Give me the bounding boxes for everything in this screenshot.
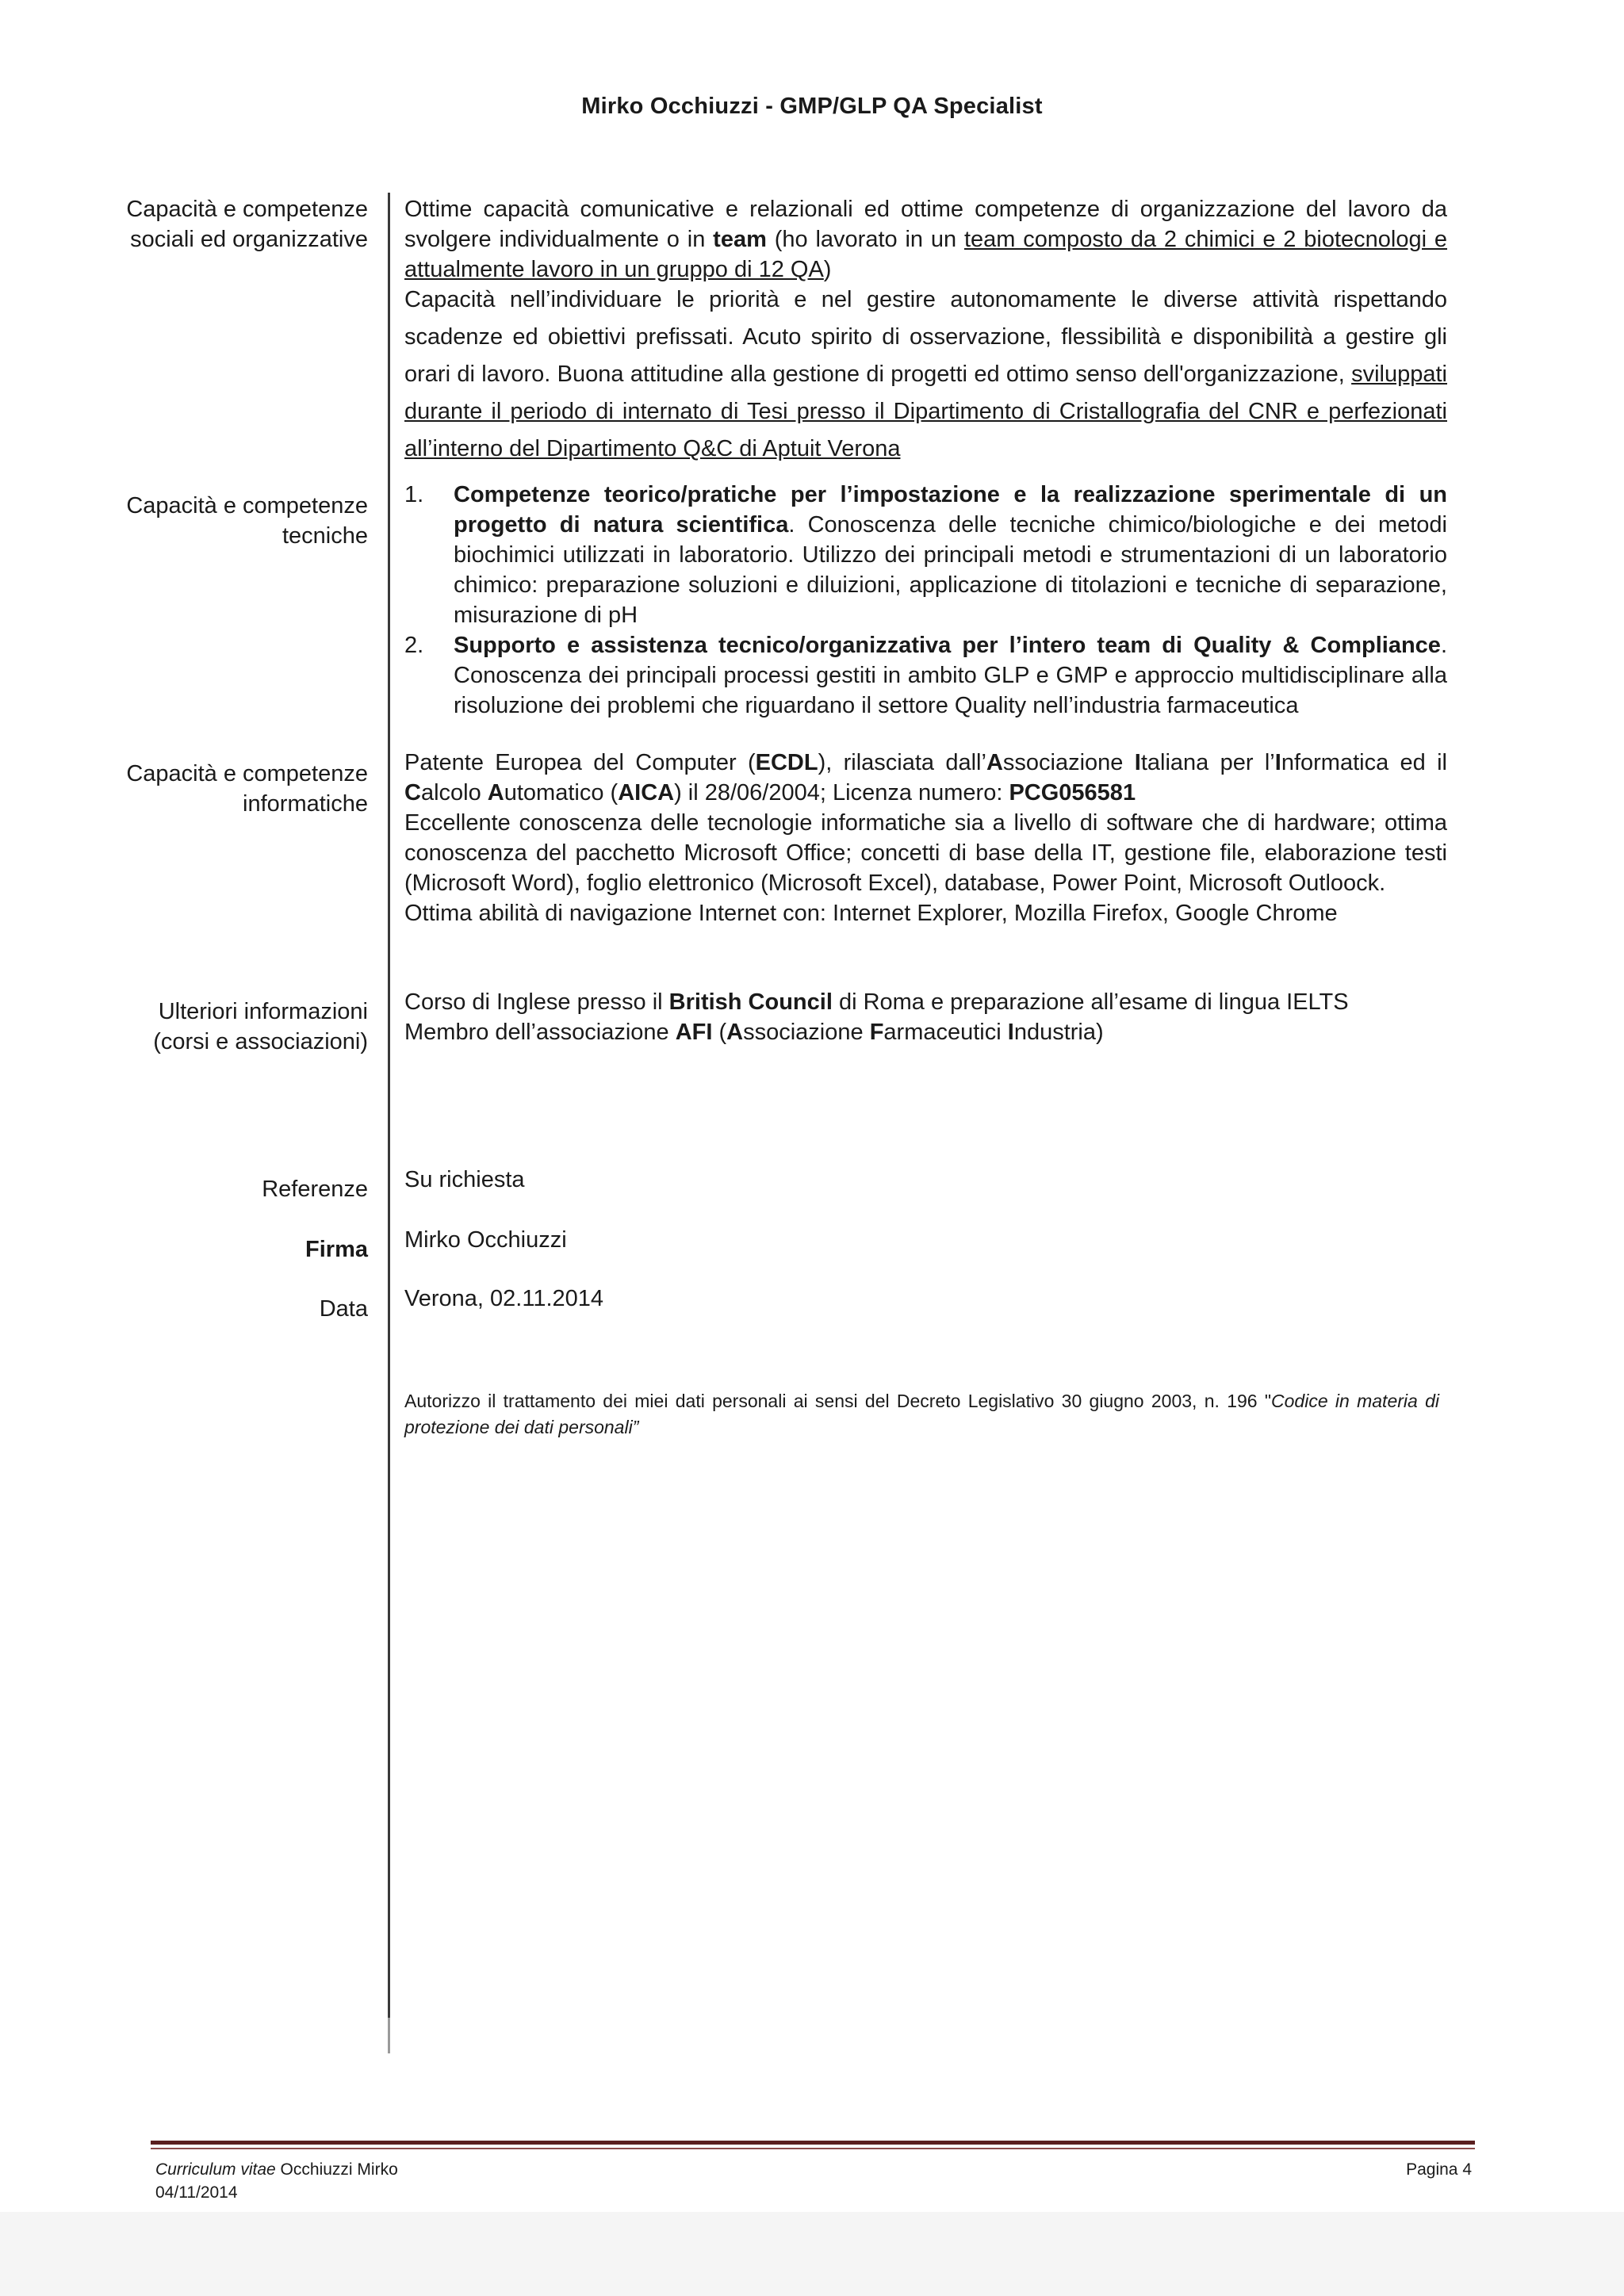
text-run-bold: British Council <box>668 989 833 1015</box>
references-label: Referenze <box>262 1177 368 1202</box>
text-run-underlined: team composto da 2 chimici e 2 biotecnologi e attualmente lavoro in un gruppo di 12 QA <box>404 227 1448 282</box>
text-run-bold: AFI <box>675 1020 713 1045</box>
text-run: ) <box>823 257 832 282</box>
section-label-line: Capacità e competenze <box>126 761 368 786</box>
text-run-italic: Curriculum vitae <box>155 2160 276 2179</box>
paragraph <box>404 194 1447 285</box>
text-run: . Conoscenza delle tecniche chimico/biologiche e dei metodi biochimici utilizzati in laboratorio. Utilizzo dei principali metodi e strumentazioni di un laboratorio chimico: preparazione soluzioni e diluizioni, applicazione di titolazioni e tecniche di separazione, misurazione di pH <box>454 512 1447 628</box>
page-title: Mirko Occhiuzzi - GMP/GLP QA Specialist <box>581 94 1043 119</box>
text-run: taliana per l’ <box>1140 750 1275 775</box>
section-label-line: (corsi e associazioni) <box>153 1029 368 1054</box>
text-run: ( <box>712 1020 727 1045</box>
text-run: ), rilasciata dall’ <box>818 750 986 775</box>
text-run-bold: AICA <box>618 780 675 806</box>
section-label-line: Capacità e competenze <box>126 493 368 519</box>
text-run: Ottime capacità comunicative e relazionali ed ottime competenze di organizzazione del lavoro da svolgere individualmente o in <box>404 197 1447 252</box>
text-run: Autorizzo il trattamento dei miei dati personali ai sensi del Decreto Legislativo 30 giugno 2003, n. 196 " <box>404 1391 1272 1411</box>
section-label-technical <box>51 491 368 551</box>
text-run: nformatica ed il <box>1281 750 1447 775</box>
footer-doc-title <box>155 2158 398 2181</box>
numbered-list <box>404 480 1447 721</box>
text-run-bold: I <box>1007 1020 1014 1045</box>
text-run: ) il 28/06/2004; Licenza numero: <box>674 780 1009 806</box>
text-run: Membro dell’associazione <box>404 1020 676 1045</box>
paragraph <box>404 281 1447 468</box>
section-content-technical <box>404 480 1447 721</box>
signature-label: Firma <box>305 1237 368 1262</box>
footer-date: 04/11/2014 <box>155 2183 238 2202</box>
text-run-bold: A <box>986 750 1003 775</box>
text-run: Occhiuzzi Mirko <box>275 2160 398 2179</box>
section-content-social <box>404 194 1447 468</box>
date-label: Data <box>319 1296 368 1322</box>
section-content-it <box>404 748 1447 928</box>
text-run: alcolo <box>420 780 488 806</box>
text-run: ssociazione <box>1002 750 1135 775</box>
list-item <box>404 630 1447 721</box>
text-run: ssociazione <box>743 1020 870 1045</box>
list-number: 2. <box>404 633 424 658</box>
paragraph: Eccellente conoscenza delle tecnologie informatiche sia a livello di software che di hardware; ottima conoscenza del pacchetto Microsoft Office; concetti di base della IT, gestione file, elaborazione testi (Microsoft Word), foglio elettronico (Microsoft Excel), database, Power Point, Microsoft Outloock. <box>404 810 1447 896</box>
text-run: Patente Europea del Computer ( <box>404 750 756 775</box>
text-run: . Conoscenza dei principali processi gestiti in ambito GLP e GMP e approccio multidisciplinare alla risoluzione dei problemi che riguardano il settore Quality nell’industria farmaceutica <box>454 633 1447 718</box>
text-run-bold: I <box>1134 750 1141 775</box>
text-run-italic: Codice in materia di protezione dei dati personali” <box>404 1391 1439 1437</box>
signature-value: Mirko Occhiuzzi <box>404 1227 567 1253</box>
text-run-bold: Competenze teorico/pratiche per l’impostazione e la realizzazione sperimentale di un progetto di natura scientifica <box>454 482 1447 538</box>
section-label-line: Capacità e competenze <box>126 197 368 222</box>
section-label-line: Ulteriori informazioni <box>158 999 368 1024</box>
section-label-it <box>51 759 368 819</box>
paragraph <box>404 748 1447 808</box>
text-run-bold: A <box>487 780 504 806</box>
text-run-bold: Supporto e assistenza tecnico/organizzativa per l’intero team di Quality & Compliance <box>454 633 1441 658</box>
footer-left <box>155 2158 398 2204</box>
section-label-social <box>51 194 368 254</box>
text-run-bold: ECDL <box>755 750 818 775</box>
section-label-other <box>51 997 368 1057</box>
text-run: utomatico ( <box>504 780 619 806</box>
text-run: Corso di Inglese presso il <box>404 989 669 1015</box>
date-value: Verona, 02.11.2014 <box>404 1286 604 1311</box>
text-run-bold: I <box>1274 750 1281 775</box>
text-run-bold: C <box>404 780 421 806</box>
paragraph <box>404 987 1447 1017</box>
list-item <box>404 480 1447 630</box>
text-run-underlined: sviluppati durante il periodo di internato di Tesi presso il Dipartimento di Cristallografia del CNR e perfezionati all’interno del Dipartimento Q&C di Aptuit Verona <box>404 362 1447 461</box>
section-content-other <box>404 987 1447 1047</box>
page-number: Pagina 4 <box>1406 2160 1472 2179</box>
column-divider <box>388 193 390 2053</box>
footer-rule-thin <box>151 2148 1475 2149</box>
section-label-line: tecniche <box>282 523 368 549</box>
paragraph <box>404 1017 1447 1047</box>
paragraph: Ottima abilità di navigazione Internet con: Internet Explorer, Mozilla Firefox, Google Chrome <box>404 901 1338 926</box>
footer-rule <box>151 2141 1475 2145</box>
text-run: di Roma e preparazione all’esame di lingua IELTS <box>832 989 1349 1015</box>
text-run-bold: A <box>726 1020 744 1045</box>
section-label-line: sociali ed organizzative <box>130 227 368 252</box>
text-run: (ho lavorato in un <box>766 227 964 252</box>
text-run: armaceutici <box>883 1020 1008 1045</box>
text-run-bold: team <box>713 227 767 252</box>
references-value: Su richiesta <box>404 1167 525 1192</box>
text-run-bold: PCG056581 <box>1009 780 1136 806</box>
text-run: ndustria) <box>1013 1020 1104 1045</box>
list-number: 1. <box>404 482 424 507</box>
privacy-consent <box>404 1388 1439 1441</box>
column-divider-tail <box>388 2018 390 2053</box>
text-run: Capacità nell’individuare le priorità e nel gestire autonomamente le diverse attività rispettando scadenze ed obiettivi prefissati. Acuto spirito di osservazione, flessibilità e disponibilità a gestire gli orari di lavoro. Buona attitudine alla gestione di progetti ed ottimo senso dell'organizzazione, <box>404 287 1447 387</box>
section-label-line: informatiche <box>243 791 368 817</box>
page-bottom-shade <box>0 2212 1624 2296</box>
text-run-bold: F <box>869 1020 884 1045</box>
